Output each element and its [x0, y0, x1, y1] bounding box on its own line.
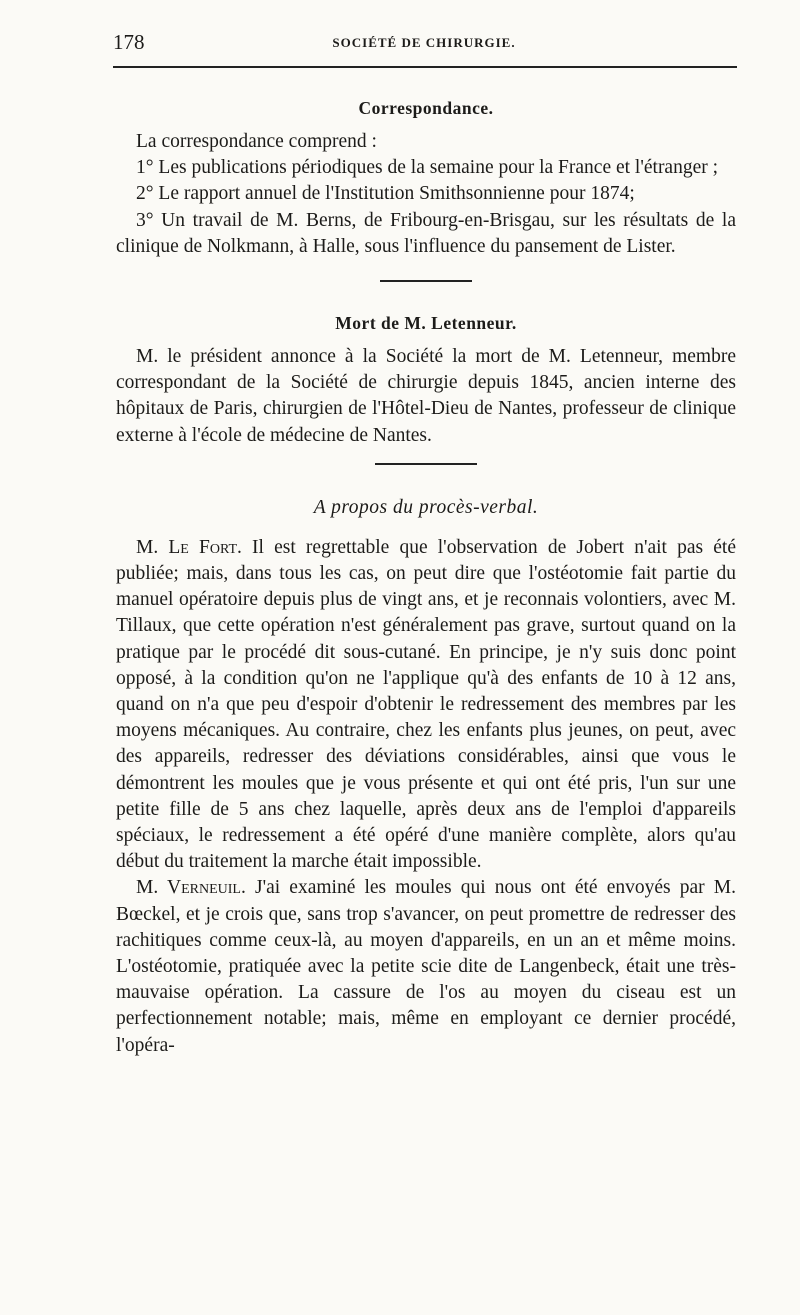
header-rule — [113, 66, 737, 68]
verneuil-paragraph — [116, 875, 736, 1058]
verneuil-text: J'ai examiné les moules qui nous ont été envoyés par M. Bœckel, et je crois que, sans trop s'avancer, on peut promettre de redresser des rachitiques comme ceux-là, au moyen d'appareils, en un an et même moins. L'ostéotomie, pratiquée avec la petite scie dite de Langenbeck, était une très-mauvaise opération. La cassure de l'os au moyen du ciseau est un perfectionnement notable; mais, même en employant ce dernier procédé, l'opéra- — [116, 877, 736, 1056]
body-text — [116, 95, 736, 1059]
running-head — [0, 28, 800, 58]
le-fort-paragraph — [116, 535, 736, 876]
section-title-proces-verbal: A propos du procès-verbal. — [313, 496, 539, 518]
speaker-le-fort: M. Le Fort. — [136, 536, 242, 558]
correspondance-item-3: 3° Un travail de M. Berns, de Fribourg-en-Brisgau, sur les résultats de la clinique de Nolkmann, à Halle, sous l'influence du pansement de Lister. — [116, 209, 736, 257]
running-title: SOCIÉTÉ DE CHIRURGIE. — [332, 35, 516, 50]
correspondance-intro: La correspondance comprend : — [136, 131, 377, 152]
correspondance-item-1: 1° Les publications périodiques de la semaine pour la France et l'étranger ; — [136, 157, 719, 179]
page-number: 178 — [113, 30, 145, 54]
section-divider — [380, 280, 472, 282]
mort-paragraph: M. le président annonce à la Société la mort de M. Letenneur, membre correspondant de la Société de chirurgie depuis 1845, ancien interne des hôpitaux de Paris, chirurgien de l'Hôtel-Dieu de Nantes, professeur de clinique externe à l'école de médecine de Nantes. — [116, 346, 736, 446]
section-divider — [375, 463, 477, 465]
section-title-mort: Mort de M. Letenneur. — [335, 313, 517, 334]
correspondance-item-2: 2° Le rapport annuel de l'Institution Smithsonnienne pour 1874; — [136, 183, 635, 205]
section-title-correspondance: Correspondance. — [358, 98, 494, 118]
le-fort-text: Il est regrettable que l'observation de Jobert n'ait pas été publiée; mais, dans tous les cas, on peut dire que l'ostéotomie fait partie du manuel opératoire depuis plus de vingt ans, et je reconnais volontiers, avec M. Tillaux, que cette opération n'est généralement pas grave, surtout quand on la pratique par le procédé dit sous-cutané. En principe, je n'y suis donc point opposé, à la condition qu'on ne l'applique qu'à des enfants de 10 à 12 ans, quand on n'a que peu d'espoir d'obtenir le redressement des membres par les moyens mécaniques. Au contraire, chez les enfants plus jeunes, on peut, avec des appareils, redresser des déviations considérables, ainsi que vous le démontrent les moules que je vous présente et qui ont été pris, l'un sur une petite fille de 5 ans chez laquelle, après deux ans de l'emploi d'appareils spéciaux, le redressement a été opéré d'une manière complète, alors qu'au début du traitement la marche était impossible. — [116, 536, 736, 873]
speaker-verneuil: M. Verneuil. — [136, 877, 246, 899]
